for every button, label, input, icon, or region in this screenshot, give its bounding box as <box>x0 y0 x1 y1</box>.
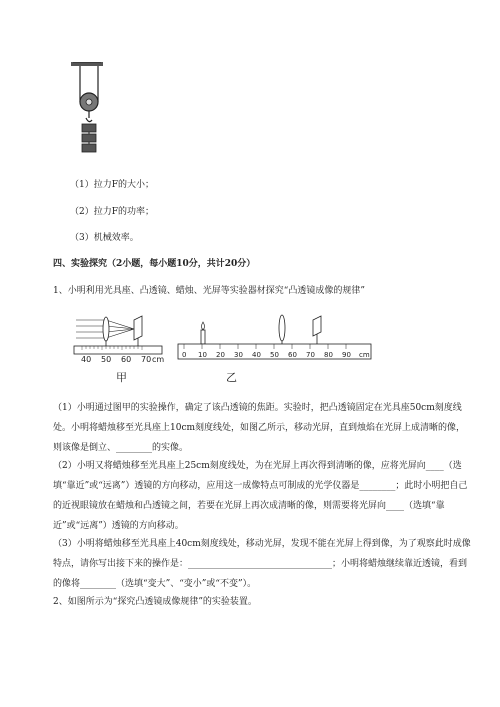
pulley-question-2: （2）拉力F的功率； <box>70 207 154 217</box>
ruler-yi-tick-40: 40 <box>252 351 261 359</box>
ruler-yi-tick-70: 70 <box>306 351 315 359</box>
q1-part1: （1）小明通过图甲的实验操作，确定了该凸透镜的焦距。实验时，把凸透镜固定在光具座50cm刻度线处。小明将蜡烛移至光具座上10cm刻度线处，如图乙所示，移动光屏，直到烛焰在光屏上成清晰的像，则该像是倒立、________的实像。 <box>53 403 466 453</box>
ruler-yi-tick-50: 50 <box>270 351 279 359</box>
figure-yi-caption: 乙 <box>226 371 237 384</box>
q1-part2: （2）小明又将蜡烛移至光具座上25cm刻度线处，为在光屏上再次得到清晰的像，应将光屏向____（选填“靠近”或“远离”）透镜的方向移动，应用这一成像特点可制成的光学仪器是________；此时小明把自己的近视眼镜放在蜡烛和凸透镜之间，若要在光屏上再次成清晰的像，则需要将光屏向____（选填“靠近”或“远离”）透镜的方向移动。 <box>53 461 468 531</box>
pulley-question-3: （3）机械效率。 <box>70 233 139 243</box>
ruler-yi-tick-20: 20 <box>216 351 225 359</box>
candle <box>201 330 205 344</box>
pulley-figure <box>65 62 110 162</box>
ruler-jia-tick-40: 40 <box>81 355 92 364</box>
ruler-yi-tick-30: 30 <box>234 351 243 359</box>
ruler-yi-tick-60: 60 <box>288 351 297 359</box>
weight-2 <box>82 134 96 142</box>
ceiling-beam <box>71 62 103 66</box>
weight-3 <box>82 144 96 152</box>
ruler-yi-tick-10: 10 <box>198 351 207 359</box>
ruler-yi-tick-90: 90 <box>342 351 351 359</box>
weight-1 <box>82 124 96 132</box>
ruler-jia-tick-60: 60 <box>121 355 132 364</box>
screen-jia <box>134 316 142 340</box>
ruler-yi-tick-0: 0 <box>182 351 187 359</box>
convex-lens-jia <box>103 317 109 341</box>
ruler-jia-tick-70: 70 <box>141 355 152 364</box>
ruler-jia-tick-50: 50 <box>101 355 112 364</box>
pulley-question-1: （1）拉力F的大小； <box>70 180 154 190</box>
ruler-yi-unit: cm <box>359 351 370 359</box>
hook <box>86 118 92 122</box>
convex-lens-yi <box>279 315 285 341</box>
q1-part3: （3）小明将蜡烛移至光具座上40cm刻度线处，移动光屏，发现不能在光屏上得到像，为了观察此时成像特点，请你写出接下来的操作是：________________________________；小明将蜡烛继续靠近透镜，看到的像将________（选填“变大”、“变小”或“不变”）。 <box>53 539 471 589</box>
screen-yi <box>313 316 321 336</box>
candle-flame <box>202 322 205 330</box>
pulley-hub <box>86 99 92 105</box>
ruler-yi-tick-80: 80 <box>324 351 333 359</box>
section-heading: 四、实验探究（2小题，每小题10分，共计20分） <box>53 259 256 269</box>
figure-jia-caption: 甲 <box>116 371 127 384</box>
q1-intro: 1、小明利用光具座、凸透镜、蜡烛、光屏等实验器材探究“凸透镜成像的规律” <box>53 286 365 296</box>
ruler-jia-unit: cm <box>152 355 165 364</box>
q2-intro: 2、如图所示为“探究凸透镜成像规律”的实验装置。 <box>53 597 257 607</box>
